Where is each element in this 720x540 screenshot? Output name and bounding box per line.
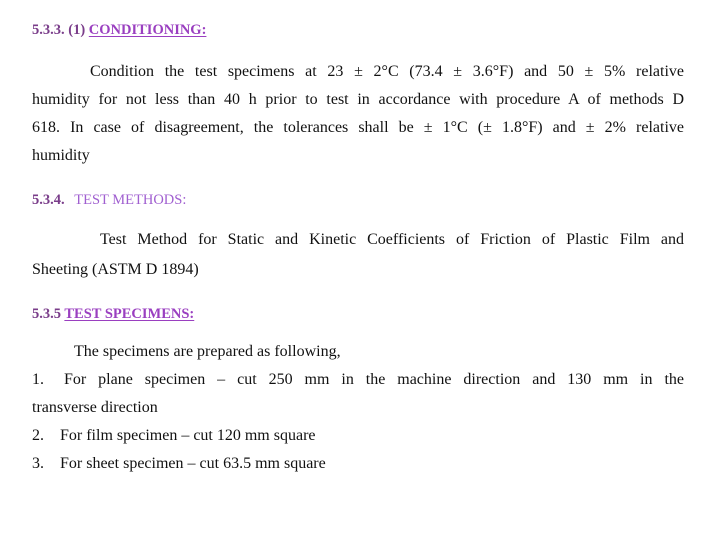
paragraph-line: 618. In case of disagreement, the tolerances shall be ± 1°C (± 1.8°F) and ± 2% relative — [32, 119, 684, 136]
list-marker: 1. — [32, 371, 44, 388]
section-heading-conditioning — [32, 22, 206, 39]
list-item-text: For sheet specimen – cut 63.5 mm square — [60, 455, 326, 472]
section-heading-test-specimens — [32, 306, 194, 323]
list-item-text: For film specimen – cut 120 mm square — [60, 427, 316, 444]
list-item — [32, 426, 684, 446]
paragraph-line: The specimens are prepared as following, — [74, 343, 341, 360]
section-number: 5.3.5 — [32, 306, 61, 322]
list-item-continuation: transverse direction — [32, 399, 158, 416]
section-number: 5.3.3. (1) — [32, 22, 86, 38]
paragraph-line: Sheeting (ASTM D 1894) — [32, 261, 199, 278]
list-item — [32, 370, 684, 390]
section-title: TEST SPECIMENS: — [64, 306, 195, 322]
paragraph-line: Condition the test specimens at 23 ± 2°C (73.4 ± 3.6°F) and 50 ± 5% relative — [90, 63, 684, 80]
list-marker: 2. — [32, 427, 44, 444]
section-heading-test-methods — [32, 192, 186, 209]
paragraph-line: humidity — [32, 147, 90, 164]
paragraph-line: humidity for not less than 40 h prior to test in accordance with procedure A of methods D — [32, 91, 684, 108]
paragraph-line: Test Method for Static and Kinetic Coefficients of Friction of Plastic Film and — [100, 231, 684, 248]
list-item — [32, 454, 684, 474]
section-title: CONDITIONING: — [88, 22, 207, 38]
list-marker: 3. — [32, 455, 44, 472]
section-title: TEST METHODS: — [74, 192, 187, 208]
list-item-text: For plane specimen – cut 250 mm in the machine direction and 130 mm in the — [64, 371, 684, 388]
section-number: 5.3.4. — [32, 192, 65, 208]
